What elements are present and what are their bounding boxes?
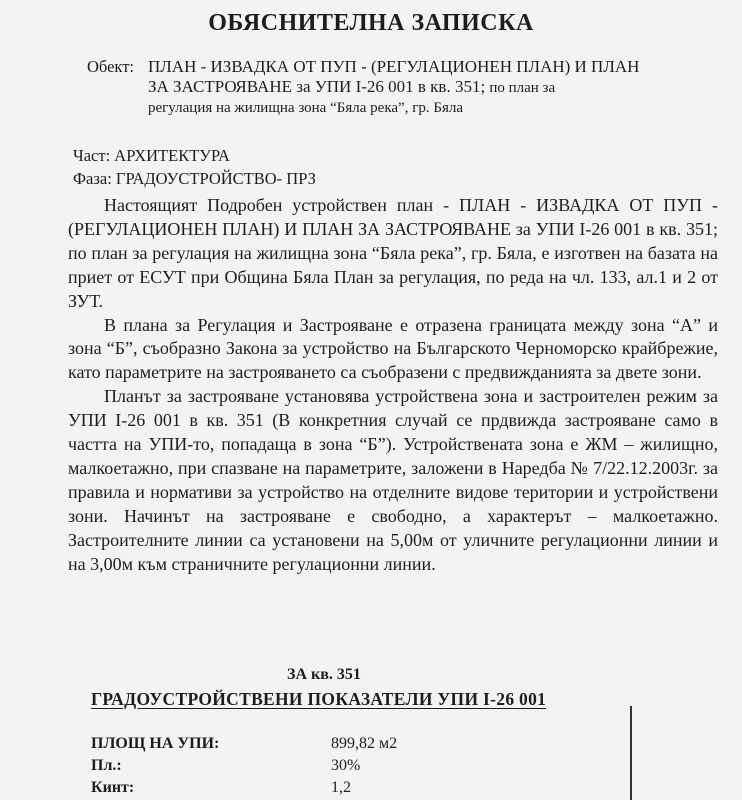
indicator-value-area: 899,82 м2: [331, 735, 398, 752]
indicator-value-kint: 1,2: [331, 779, 351, 796]
indicators-title: ГРАДОУСТРОЙСТВЕНИ ПОКАЗАТЕЛИ УПИ І-26 001: [91, 689, 547, 709]
indicator-label-area: ПЛОЩ НА УПИ:: [91, 735, 220, 752]
indicator-label-kint: Кинт:: [91, 779, 135, 796]
object-label: Обект:: [87, 57, 135, 76]
object-line-3: регулация на жилищна зона “Бяла река”, гр. Бяла: [148, 100, 463, 116]
object-line-2: [148, 77, 698, 98]
object-text: [148, 57, 698, 118]
margin-line: [630, 706, 632, 800]
paragraph-1: Настоящият Подробен устройствен план - ПЛАН - ИЗВАДКА ОТ ПУП - (РЕГУЛАЦИОНЕН ПЛАН) И ПЛАН ЗА ЗАСТРОЯВАНЕ за УПИ І-26 001 в кв. 351; по план за регулация на жилищна зона “Бяла река”, гр. Бяла, е изготвен на базата на приет от ЕСУТ при Община Бяла План за регулация, по реда на чл. 133, ал.1 и 2 от ЗУТ.: [68, 195, 718, 311]
body-text: [68, 194, 718, 577]
paragraph-2: В плана за Регулация и Застрояване е отразена границата между зона “А” и зона “Б”, съобразно Закона за устройство на Българското Черноморско крайбрежие, като параметрите на застрояването са съобразени с предвижданията за двете зони.: [68, 314, 718, 383]
object-line-1: ПЛАН - ИЗВАДКА ОТ ПУП - (РЕГУЛАЦИОНЕН ПЛАН) И ПЛАН: [148, 57, 640, 76]
paragraph-3: Планът за застрояване установява устройствена зона и застроителен режим за УПИ І-26 001 в кв. 351 (В конкретния случай се прдвижда застрояване само в частта на УПИ-то, попадаща в зона “Б”). Устройствената зона е ЖМ – жилищно, малкоетажно, при спазване на параметрите, заложени в Наредба № 7/22.12.2003г. за правила и нормативи за устройство на отделните видове територии и устройствени зони. Начинът на застрояване е свободно, а характерът – малкоетажно. Застроителните линии са установени на 5,00м от уличните регулационни линии и на 3,00м към страничните регулационни линии.: [68, 386, 718, 574]
indicator-value-density: 30%: [331, 757, 361, 774]
indicator-label-density: Пл.:: [91, 757, 122, 774]
part-line: Част: АРХИТЕКТУРА: [73, 146, 230, 165]
object-line-2b: по план за: [489, 80, 556, 96]
block-heading: ЗА кв. 351: [287, 666, 361, 683]
phase-line: Фаза: ГРАДОУСТРОЙСТВО- ПРЗ: [73, 169, 316, 188]
object-line-2a: ЗА ЗАСТРОЯВАНЕ за УПИ І-26 001 в кв. 351;: [148, 77, 486, 96]
document-title: ОБЯСНИТЕЛНА ЗАПИСКА: [208, 10, 534, 36]
